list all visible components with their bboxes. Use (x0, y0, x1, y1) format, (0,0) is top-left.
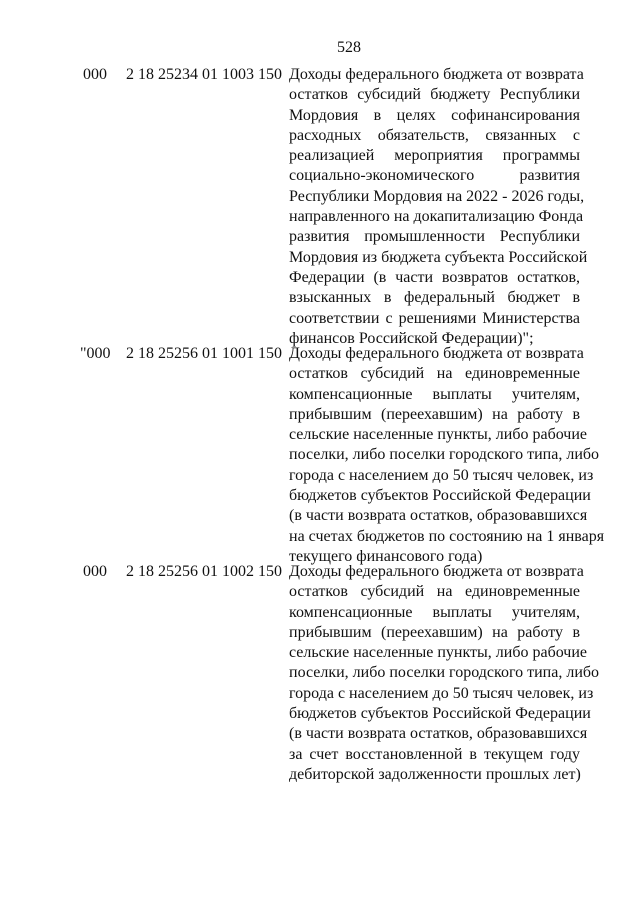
description-line: финансов Российской Федерации)"; (289, 329, 534, 347)
description-line: расходных обязательств, связанных с (289, 126, 580, 144)
description-line: за счет восстановленной в текущем году (289, 745, 580, 763)
description-line: города с населением до 50 тысяч человек, из (289, 466, 594, 484)
description-line: поселки, либо поселки городского типа, либо (289, 664, 600, 682)
description-line: бюджетов субъектов Российской Федерации (289, 705, 591, 723)
description-line: сельские населенные пункты, либо рабочие (289, 426, 587, 444)
description-line: сельские населенные пункты, либо рабочие (289, 644, 587, 662)
description-line: (в части возврата остатков, образовавшихся (289, 507, 588, 525)
entry-description (289, 562, 600, 785)
description-line: социально-экономического развития (289, 167, 580, 185)
description-line: развития промышленности Республики (289, 228, 580, 246)
description-line: реализацией мероприятия программы (289, 147, 580, 165)
income-code: 2 18 25256 01 1001 150 (126, 345, 282, 362)
admin-code: "000 (80, 345, 111, 362)
admin-code: 000 (83, 563, 107, 580)
description-line: Доходы федерального бюджета от возврата (289, 345, 584, 362)
description-line: компенсационные выплаты учителям, (289, 603, 580, 621)
description-line: прибывшим (переехавшим) на работу в (289, 623, 580, 641)
description-line: остатков субсидий бюджету Республики (289, 86, 580, 104)
entry-description (289, 65, 588, 349)
description-line: Доходы федерального бюджета от возврата (289, 563, 584, 580)
description-line: компенсационные выплаты учителям, (289, 385, 580, 403)
description-line: бюджетов субъектов Российской Федерации (289, 487, 591, 505)
description-line: поселки, либо поселки городского типа, либо (289, 446, 600, 464)
description-line: на счетах бюджетов по состоянию на 1 января (289, 527, 605, 545)
income-code: 2 18 25256 01 1002 150 (126, 563, 282, 580)
page-number: 528 (337, 39, 361, 56)
description-line: города с населением до 50 тысяч человек, из (289, 684, 594, 702)
admin-code: 000 (83, 66, 107, 83)
description-line: Мордовия из бюджета субъекта Российской (289, 248, 588, 266)
description-line: взысканных в федеральный бюджет в (289, 289, 580, 307)
description-line: остатков субсидий на единовременные (289, 583, 580, 601)
description-line: Федерации (в части возвратов остатков, (289, 268, 580, 286)
description-line: Республики Мордовия на 2022 - 2026 годы, (289, 187, 585, 205)
description-line: остатков субсидий на единовременные (289, 365, 580, 383)
description-line: дебиторской задолженности прошлых лет) (289, 765, 581, 783)
description-line: прибывшим (переехавшим) на работу в (289, 405, 580, 423)
entry-description (289, 344, 605, 567)
description-line: Доходы федерального бюджета от возврата (289, 66, 584, 83)
description-line: соответствии с решениями Министерства (289, 309, 580, 327)
income-code: 2 18 25234 01 1003 150 (126, 66, 282, 83)
description-line: текущего финансового года) (289, 547, 483, 565)
description-line: (в части возврата остатков, образовавшихся (289, 725, 588, 743)
description-line: направленного на докапитализацию Фонда (289, 208, 584, 226)
description-line: Мордовия в целях софинансирования (289, 106, 580, 124)
